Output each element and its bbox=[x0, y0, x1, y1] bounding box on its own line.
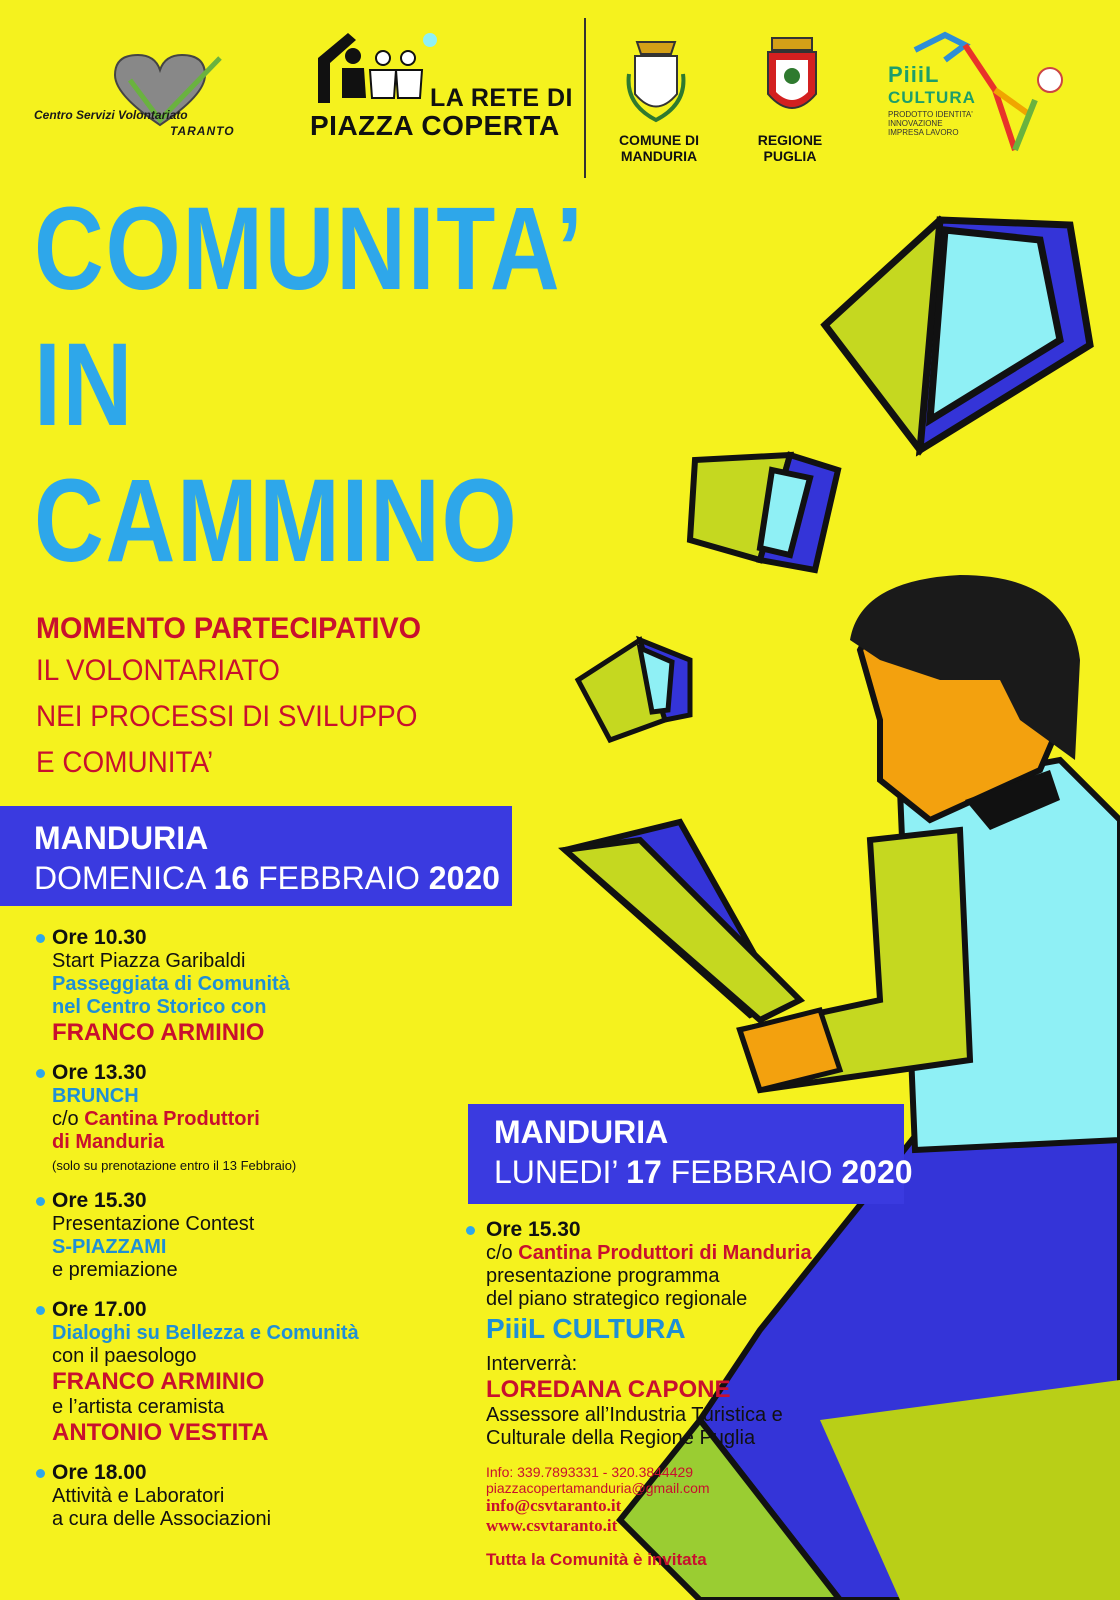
event-1 bbox=[36, 926, 456, 1047]
subtitle-line2: NEI PROCESSI DI SVILUPPO bbox=[36, 700, 418, 733]
day1-program bbox=[36, 926, 456, 1531]
event-2-line3: di Manduria bbox=[52, 1131, 165, 1153]
subtitle-line3: E COMUNITA’ bbox=[36, 746, 214, 779]
day2-date-bar bbox=[468, 1104, 913, 1204]
day1-year: 2020 bbox=[428, 860, 500, 896]
bullet-icon bbox=[466, 1226, 475, 1235]
bullet-icon bbox=[36, 1069, 45, 1078]
event-4 bbox=[36, 1298, 456, 1447]
event-4-line1: Dialoghi su Bellezza e Comunità bbox=[52, 1322, 359, 1344]
day2-line8: Culturale della Regione Puglia bbox=[486, 1427, 756, 1449]
regione-crest-icon bbox=[762, 34, 822, 124]
day2-line3: del piano strategico regionale bbox=[486, 1288, 748, 1310]
day2-line1a: c/o bbox=[486, 1242, 519, 1264]
event-3-time: Ore 15.30 bbox=[52, 1189, 147, 1212]
day2-time: Ore 15.30 bbox=[486, 1218, 581, 1241]
day2-program bbox=[466, 1218, 886, 1570]
csv-name: Centro Servizi Volontariato bbox=[34, 108, 188, 122]
event-4-line4: e l’artista ceramista bbox=[52, 1396, 225, 1418]
event-5 bbox=[36, 1461, 456, 1531]
day2-city: MANDURIA bbox=[494, 1114, 669, 1150]
event-2 bbox=[36, 1061, 456, 1173]
event-5-time: Ore 18.00 bbox=[52, 1461, 147, 1484]
event-1-line1: Start Piazza Garibaldi bbox=[52, 950, 246, 972]
day2-month: FEBBRAIO bbox=[670, 1154, 833, 1190]
event-2-note: (solo su prenotazione entro il 13 Febbraio) bbox=[52, 1158, 297, 1173]
event-3-line3: e premiazione bbox=[52, 1259, 178, 1281]
comune-line1: COMUNE DI bbox=[618, 132, 700, 148]
title-line2: IN bbox=[34, 319, 135, 451]
event-2-line2a: c/o bbox=[52, 1108, 85, 1130]
invite-text: Tutta la Comunità è invitata bbox=[486, 1550, 707, 1569]
regione-line1: REGIONE bbox=[757, 132, 823, 148]
comune-line2: MANDURIA bbox=[620, 148, 698, 164]
title-line3: CAMMINO bbox=[34, 455, 519, 587]
contact-phone: Info: 339.7893331 - 320.3844429 bbox=[486, 1464, 694, 1480]
rete-line1: LA RETE DI bbox=[430, 84, 573, 112]
event-2-time: Ore 13.30 bbox=[52, 1061, 147, 1084]
day1-date-bar bbox=[0, 806, 512, 906]
event-1-line4: FRANCO ARMINIO bbox=[52, 1019, 265, 1046]
day2-year: 2020 bbox=[841, 1154, 913, 1190]
day1-date bbox=[34, 860, 500, 897]
event-2-line2b: Cantina Produttori bbox=[84, 1108, 260, 1130]
event-4-line3: FRANCO ARMINIO bbox=[52, 1368, 265, 1395]
header-divider bbox=[584, 18, 586, 178]
title-line1: COMUNITA’ bbox=[34, 183, 585, 315]
rete-line2: PIAZZA COPERTA bbox=[310, 110, 560, 141]
contact-email-2[interactable]: info@csvtaranto.it bbox=[486, 1496, 622, 1515]
day2-speaker: LOREDANA CAPONE bbox=[486, 1376, 731, 1403]
csv-city: TARANTO bbox=[170, 124, 235, 138]
comune-label bbox=[604, 132, 714, 164]
day1-weekday: DOMENICA bbox=[34, 860, 205, 896]
bullet-icon bbox=[36, 934, 45, 943]
regione-label bbox=[740, 132, 840, 164]
event-3 bbox=[36, 1189, 456, 1282]
day1-month: FEBBRAIO bbox=[258, 860, 420, 896]
day2-line5: Interverrà: bbox=[486, 1353, 578, 1375]
piazza-coperta-logo bbox=[308, 28, 448, 108]
day2-line1b: Cantina Produttori di Manduria bbox=[518, 1242, 812, 1264]
event-4-line2: con il paesologo bbox=[52, 1345, 197, 1367]
event-2-line1: BRUNCH bbox=[52, 1085, 139, 1107]
day2-line7: Assessore all’Industria Turistica e bbox=[486, 1404, 783, 1426]
subtitle-line1: IL VOLONTARIATO bbox=[36, 654, 280, 687]
piiil-tagline: PRODOTTO IDENTITA' INNOVAZIONE IMPRESA LAVORO bbox=[888, 110, 973, 137]
day2-date bbox=[494, 1154, 913, 1191]
day1-city: MANDURIA bbox=[34, 820, 209, 856]
day1-day: 16 bbox=[213, 860, 250, 896]
event-1-line2: Passeggiata di Comunità bbox=[52, 973, 290, 995]
event-5-line1: Attività e Laboratori bbox=[52, 1485, 225, 1507]
piiil-title: PiiiL bbox=[888, 62, 940, 87]
day2-weekday: LUNEDI’ bbox=[494, 1154, 618, 1190]
regione-line2: PUGLIA bbox=[763, 148, 817, 164]
event-5-line2: a cura delle Associazioni bbox=[52, 1508, 272, 1530]
event-4-line5: ANTONIO VESTITA bbox=[52, 1419, 269, 1446]
day2-day: 17 bbox=[626, 1154, 662, 1190]
piiil-subtitle: CULTURA bbox=[888, 88, 976, 107]
contact-website[interactable]: www.csvtaranto.it bbox=[486, 1516, 618, 1535]
day2-line2: presentazione programma bbox=[486, 1265, 720, 1287]
subtitle-headline: MOMENTO PARTECIPATIVO bbox=[36, 612, 422, 645]
comune-crest-icon bbox=[625, 34, 687, 124]
event-3-line2: S-PIAZZAMI bbox=[52, 1236, 167, 1258]
contact-email-1[interactable]: piazzacopertamanduria@gmail.com bbox=[486, 1480, 710, 1496]
bullet-icon bbox=[36, 1197, 45, 1206]
day2-piiil: PiiiL CULTURA bbox=[486, 1313, 686, 1344]
event-4-time: Ore 17.00 bbox=[52, 1298, 147, 1321]
bullet-icon bbox=[36, 1469, 45, 1478]
event-1-line3: nel Centro Storico con bbox=[52, 996, 267, 1018]
event-1-time: Ore 10.30 bbox=[52, 926, 147, 949]
bullet-icon bbox=[36, 1306, 45, 1315]
event-3-line1: Presentazione Contest bbox=[52, 1213, 255, 1235]
